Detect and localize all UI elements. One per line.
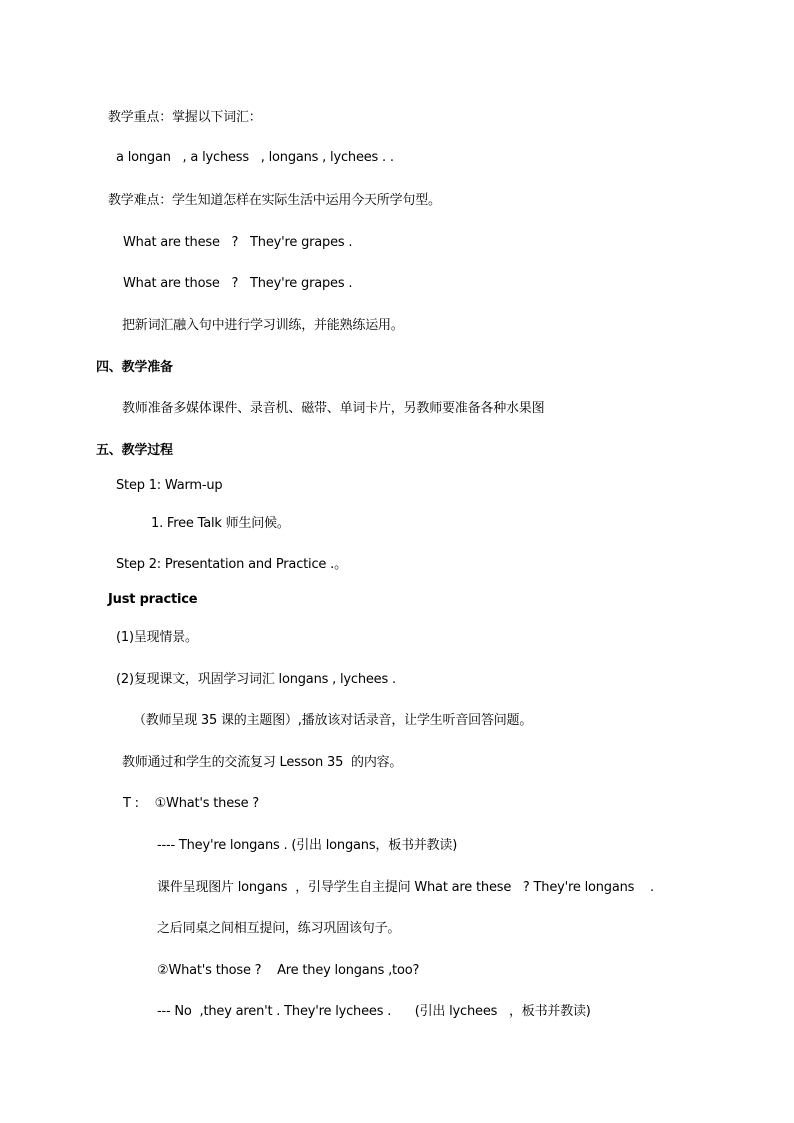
step-line: Step 2: Presentation and Practice .。 [116,557,347,572]
paragraph-line: 教师准备多媒体课件、录音机、磁带、单词卡片，另教师要准备各种水果图 [122,401,545,416]
paragraph-line: (1)呈现情景。 [116,630,198,645]
dialogue-line: T : ①What's these ? [123,796,260,811]
sentence-line: What are those ? They're grapes . [123,276,353,291]
section-heading: 四、教学准备 [96,360,173,375]
paragraph-line: 把新词汇融入句中进行学习训练，并能熟练运用。 [122,318,404,333]
step-item-line: 1. Free Talk 师生问候。 [151,516,290,531]
sentence-line: What are these ? They're grapes . [123,235,353,250]
paragraph-line: 教师通过和学生的交流复习 Lesson 35 的内容。 [122,755,403,770]
difficulties-line: 教学难点：学生知道怎样在实际生活中运用今天所学句型。 [108,193,441,208]
section-heading: 五、教学过程 [96,443,173,458]
paragraph-line: 课件呈现图片 longans ，引导学生自主提问 What are these ? They're longans . [157,880,654,895]
vocabulary-line: a longan , a lychess , longans , lychees . . [116,150,394,165]
paragraph-line: 之后同桌之间相互提问，练习巩固该句子。 [157,921,401,936]
paragraph-line: （教师呈现 35 课的主题图）,播放该对话录音，让学生听音回答问题。 [133,713,533,728]
dialogue-line: ②What's those ? Are they longans ,too? [157,963,420,978]
step-line: Step 1: Warm-up [116,478,223,493]
dialogue-line: --- No ,they aren't . They're lychees . (引出 lychees ，板书并教读) [157,1004,591,1019]
paragraph-line: (2)复现课文，巩固学习词汇 longans , lychees . [116,672,396,687]
subsection-heading: Just practice [108,592,198,607]
dialogue-line: ---- They're longans . (引出 longans，板书并教读) [157,838,458,853]
key-points-line: 教学重点：掌握以下词汇： [108,110,262,125]
